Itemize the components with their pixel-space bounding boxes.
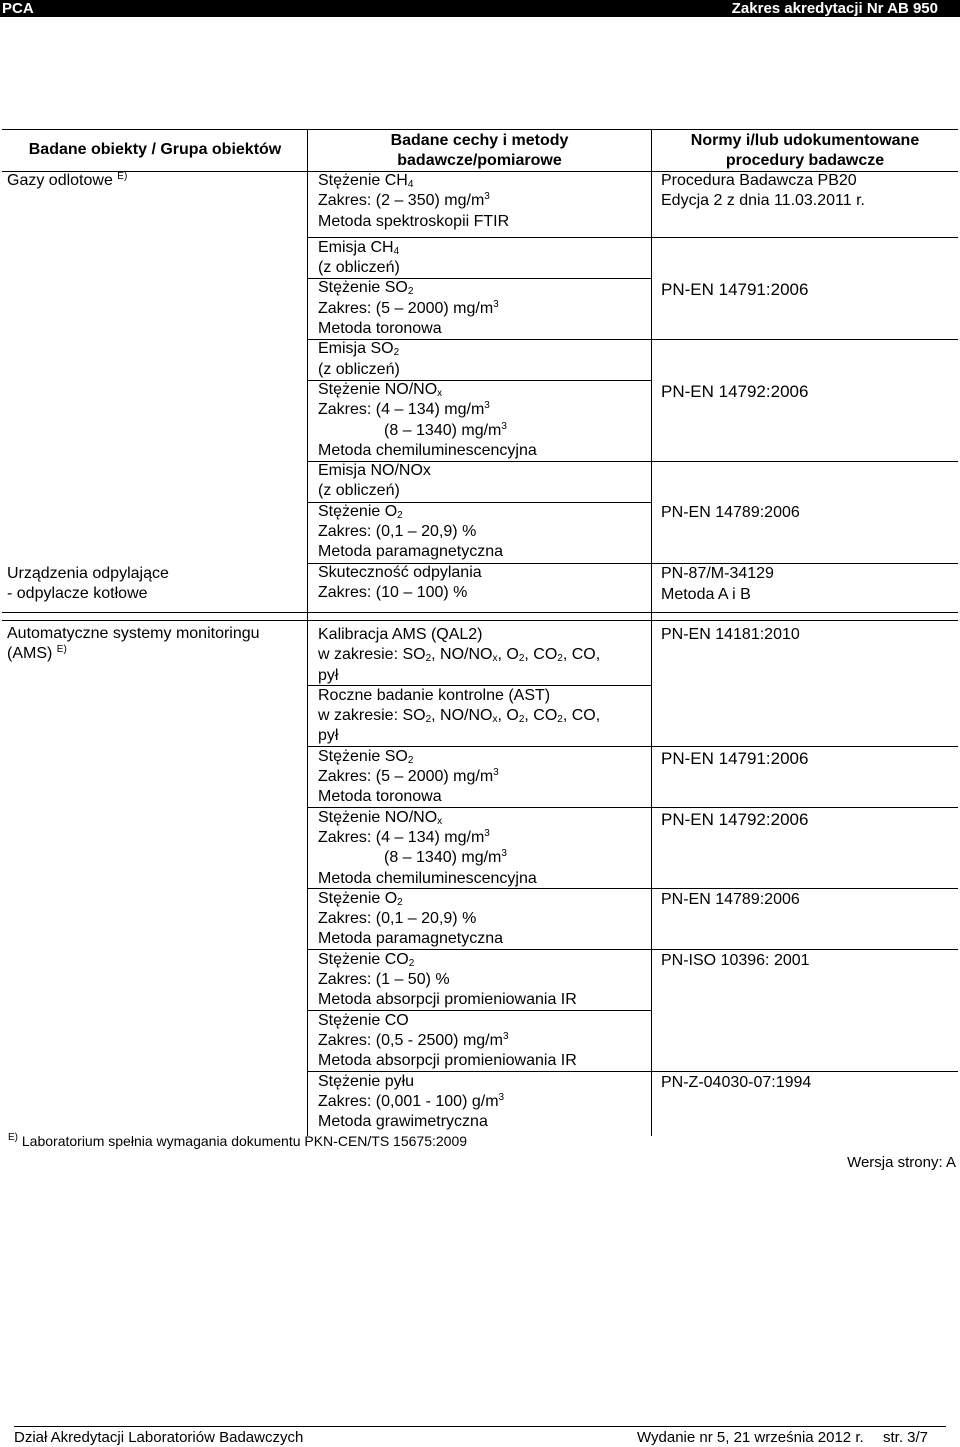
- feature-line: [318, 380, 537, 400]
- feature-sup: 3: [498, 1091, 505, 1103]
- feature-sub: x: [492, 714, 498, 726]
- feature-text: Zakres: (0,5 - 2500) mg/m: [318, 1031, 503, 1049]
- feature-text: (8 – 1340) mg/m: [384, 421, 502, 439]
- feature-sub: 2: [557, 714, 563, 726]
- feature-line: Metoda toronowa: [318, 788, 442, 806]
- column-header-norms-line1: Normy i/lub udokumentowane: [690, 132, 920, 149]
- feature-line: Zakres: (0,1 – 20,9) %: [318, 523, 477, 541]
- feature-line: [318, 502, 537, 522]
- feature-text: , NO/NO: [431, 707, 493, 725]
- feature-line: [318, 191, 537, 211]
- feature-line: Emisja NO/NOx: [318, 462, 431, 480]
- cell-rule: [652, 949, 958, 950]
- feature-text: Stężenie SO: [318, 747, 408, 765]
- feature-line: Roczne badanie kontrolne (AST): [318, 686, 551, 704]
- norm-en-14791: PN-EN 14791:2006: [661, 749, 809, 768]
- object-urzadzenia: [7, 564, 169, 605]
- feature-sub: x: [437, 815, 443, 827]
- feature-sub: 2: [397, 509, 403, 521]
- feature-text: , CO: [524, 646, 558, 664]
- feature-line: Metoda paramagnetyczna: [318, 543, 503, 561]
- feature-line: Skuteczność odpylania: [318, 563, 482, 581]
- features-gazy: [318, 171, 537, 603]
- feature-text: (8 – 1340) mg/m: [384, 849, 502, 867]
- feature-line: [318, 299, 537, 319]
- feature-text: Zakres: (5 – 2000) mg/m: [318, 768, 494, 786]
- norm-pn-87-m-34129: PN-87/M-34129: [661, 565, 774, 582]
- cell-rule: [652, 339, 958, 340]
- feature-text: Stężenie O: [318, 502, 398, 520]
- feature-sub: 2: [408, 957, 415, 969]
- norm-method-a-b: Metoda A i B: [661, 586, 751, 603]
- footnote-text: Laboratorium spełnia wymagania dokumentu PKN-CEN/TS 15675:2009: [18, 1133, 468, 1149]
- feature-line: [318, 848, 600, 868]
- feature-line: [318, 767, 600, 787]
- column-divider: [651, 130, 652, 1136]
- feature-line: Metoda absorpcji promieniowania IR: [318, 991, 577, 1009]
- feature-line: [318, 808, 600, 828]
- feature-sub: 2: [518, 714, 525, 726]
- feature-line: [318, 747, 600, 767]
- feature-line: Metoda paramagnetyczna: [318, 930, 503, 948]
- column-header-norms-line2: procedury badawcze: [725, 152, 885, 169]
- cell-rule: [652, 807, 958, 808]
- feature-line: [318, 950, 600, 970]
- feature-text: Stężenie CH: [318, 172, 408, 189]
- feature-text: , CO,: [562, 646, 601, 664]
- feature-sup: 3: [501, 420, 507, 432]
- feature-text: , CO,: [562, 707, 601, 725]
- feature-line: Metoda spektroskopii FTIR: [318, 212, 510, 230]
- feature-text: Zakres: (4 – 134) mg/m: [318, 828, 485, 846]
- feature-line: Zakres: (0,1 – 20,9) %: [318, 910, 477, 928]
- feature-line: [318, 339, 537, 359]
- feature-line: Kalibracja AMS (QAL2): [318, 626, 483, 643]
- feature-text: , CO: [524, 707, 558, 725]
- footnote-mark: E): [56, 644, 67, 656]
- cell-rule: [652, 461, 958, 462]
- feature-line: [318, 706, 600, 726]
- feature-line: [318, 278, 537, 298]
- cell-rule: [652, 237, 958, 238]
- feature-sub: 2: [557, 653, 563, 665]
- footer-department: Dział Akredytacji Laboratoriów Badawczych: [14, 1429, 304, 1446]
- feature-sub: 2: [407, 286, 414, 298]
- feature-text: Stężenie O: [318, 889, 398, 907]
- feature-line: [318, 421, 537, 441]
- feature-line: Metoda chemiluminescencyjna: [318, 441, 537, 459]
- feature-line: pył: [318, 666, 339, 684]
- footnote-mark: E): [117, 171, 128, 182]
- feature-text: Stężenie CO: [318, 950, 409, 968]
- norm-en-14181: PN-EN 14181:2010: [661, 626, 800, 643]
- cell-rule: [652, 1071, 958, 1072]
- feature-line: [318, 1092, 600, 1112]
- feature-text: w zakresie: SO: [318, 707, 426, 725]
- feature-text: , O: [497, 707, 519, 725]
- feature-line: [318, 645, 600, 665]
- feature-text: Emisja CH: [318, 238, 394, 256]
- object-label-line2: - odpylacze kotłowe: [7, 585, 148, 603]
- feature-text: w zakresie: SO: [318, 646, 426, 664]
- norm-en-14791: PN-EN 14791:2006: [661, 280, 809, 299]
- features-ams: [318, 625, 600, 1132]
- column-header-features-line1: Badane cechy i metody: [390, 132, 569, 149]
- feature-sub: 4: [407, 179, 414, 190]
- column-divider: [307, 130, 308, 1136]
- footer-page-number: str. 3/7: [883, 1429, 929, 1446]
- feature-line: Metoda absorpcji promieniowania IR: [318, 1052, 577, 1070]
- feature-sub: 2: [425, 653, 432, 665]
- feature-text: Emisja SO: [318, 340, 394, 358]
- feature-text: Zakres: (0,001 - 100) g/m: [318, 1092, 499, 1110]
- norm-pb20: Procedura Badawcza PB20: [661, 172, 857, 189]
- feature-sup: 3: [501, 848, 507, 860]
- feature-line: pył: [318, 727, 339, 745]
- feature-text: Zakres: (2 – 350) mg/m: [318, 192, 485, 210]
- feature-text: Stężenie NO/NO: [318, 808, 438, 826]
- norm-en-14789: PN-EN 14789:2006: [661, 504, 800, 521]
- object-label-line2: [7, 644, 260, 664]
- norm-pn-z-04030-07: PN-Z-04030-07:1994: [661, 1074, 812, 1091]
- footer-issue: Wydanie nr 5, 21 września 2012 r.: [637, 1429, 864, 1446]
- feature-line: Stężenie pyłu: [318, 1072, 415, 1090]
- section-rule: [2, 612, 958, 613]
- feature-sup: 3: [484, 191, 490, 203]
- feature-line: [318, 238, 537, 258]
- feature-line: [318, 889, 600, 909]
- feature-sub: 4: [393, 245, 400, 257]
- page-header: [0, 0, 960, 17]
- norm-en-14792: PN-EN 14792:2006: [661, 382, 809, 401]
- feature-line: (z obliczeń): [318, 482, 400, 500]
- feature-line: (z obliczeń): [318, 360, 400, 378]
- feature-sub: 2: [393, 347, 400, 359]
- feature-text: , NO/NO: [431, 646, 493, 664]
- object-label: Gazy odlotowe: [7, 172, 118, 189]
- feature-line: Metoda grawimetryczna: [318, 1113, 488, 1131]
- cell-rule: [652, 563, 958, 564]
- feature-text: Stężenie NO/NO: [318, 380, 438, 398]
- norm-en-14792: PN-EN 14792:2006: [661, 810, 809, 829]
- feature-sub: 2: [397, 896, 403, 908]
- page-version: Wersja strony: A: [847, 1154, 956, 1171]
- row-rule: [2, 620, 958, 621]
- column-header-features: [308, 131, 651, 171]
- object-gazy-odlotowe: [7, 171, 127, 191]
- column-header-norms: [652, 131, 958, 171]
- feature-sub: 2: [425, 714, 432, 726]
- feature-sup: 3: [484, 827, 490, 839]
- norm-iso-10396: PN-ISO 10396: 2001: [661, 952, 810, 969]
- header-accreditation: Zakres akredytacji Nr AB 950: [731, 0, 938, 17]
- feature-sup: 3: [493, 298, 499, 310]
- feature-line: Metoda toronowa: [318, 320, 442, 338]
- object-label-line1: Urządzenia odpylające: [7, 565, 169, 582]
- footnote: [8, 1133, 467, 1149]
- column-header-features-line2: badawcze/pomiarowe: [397, 152, 562, 169]
- feature-sub: 2: [518, 653, 525, 665]
- feature-line: Metoda chemiluminescencyjna: [318, 869, 537, 887]
- object-label-line1: Automatyczne systemy monitoringu: [7, 625, 260, 642]
- feature-line: (z obliczeń): [318, 259, 400, 277]
- feature-sup: 3: [484, 400, 490, 412]
- norm-pb20-edition: Edycja 2 z dnia 11.03.2011 r.: [661, 192, 865, 209]
- cell-rule: [652, 746, 958, 747]
- feature-sup: 3: [502, 1030, 509, 1042]
- feature-line: [318, 400, 537, 420]
- norm-en-14789: PN-EN 14789:2006: [661, 891, 800, 908]
- object-label-text: (AMS): [7, 645, 57, 663]
- feature-text: , O: [497, 646, 519, 664]
- footnote-mark: E): [8, 1132, 18, 1143]
- column-header-objects: Badane obiekty / Grupa obiektów: [28, 141, 282, 158]
- feature-line: [318, 828, 600, 848]
- header-org: PCA: [2, 0, 34, 17]
- feature-line: Stężenie CO: [318, 1011, 409, 1029]
- feature-text: Zakres: (5 – 2000) mg/m: [318, 299, 494, 317]
- object-ams: [7, 624, 260, 665]
- feature-sub: x: [492, 653, 498, 665]
- footer-rule: [14, 1426, 946, 1427]
- feature-sup: 3: [493, 767, 499, 779]
- feature-text: Zakres: (4 – 134) mg/m: [318, 401, 485, 419]
- feature-line: [318, 1031, 600, 1051]
- feature-line: [318, 171, 537, 191]
- feature-line: Zakres: (10 – 100) %: [318, 583, 468, 601]
- feature-sub: 2: [407, 754, 414, 766]
- cell-rule: [652, 888, 958, 889]
- feature-line: Zakres: (1 – 50) %: [318, 971, 450, 989]
- feature-text: Stężenie SO: [318, 279, 408, 297]
- feature-sub: x: [437, 387, 443, 399]
- table-top-rule: [2, 129, 958, 130]
